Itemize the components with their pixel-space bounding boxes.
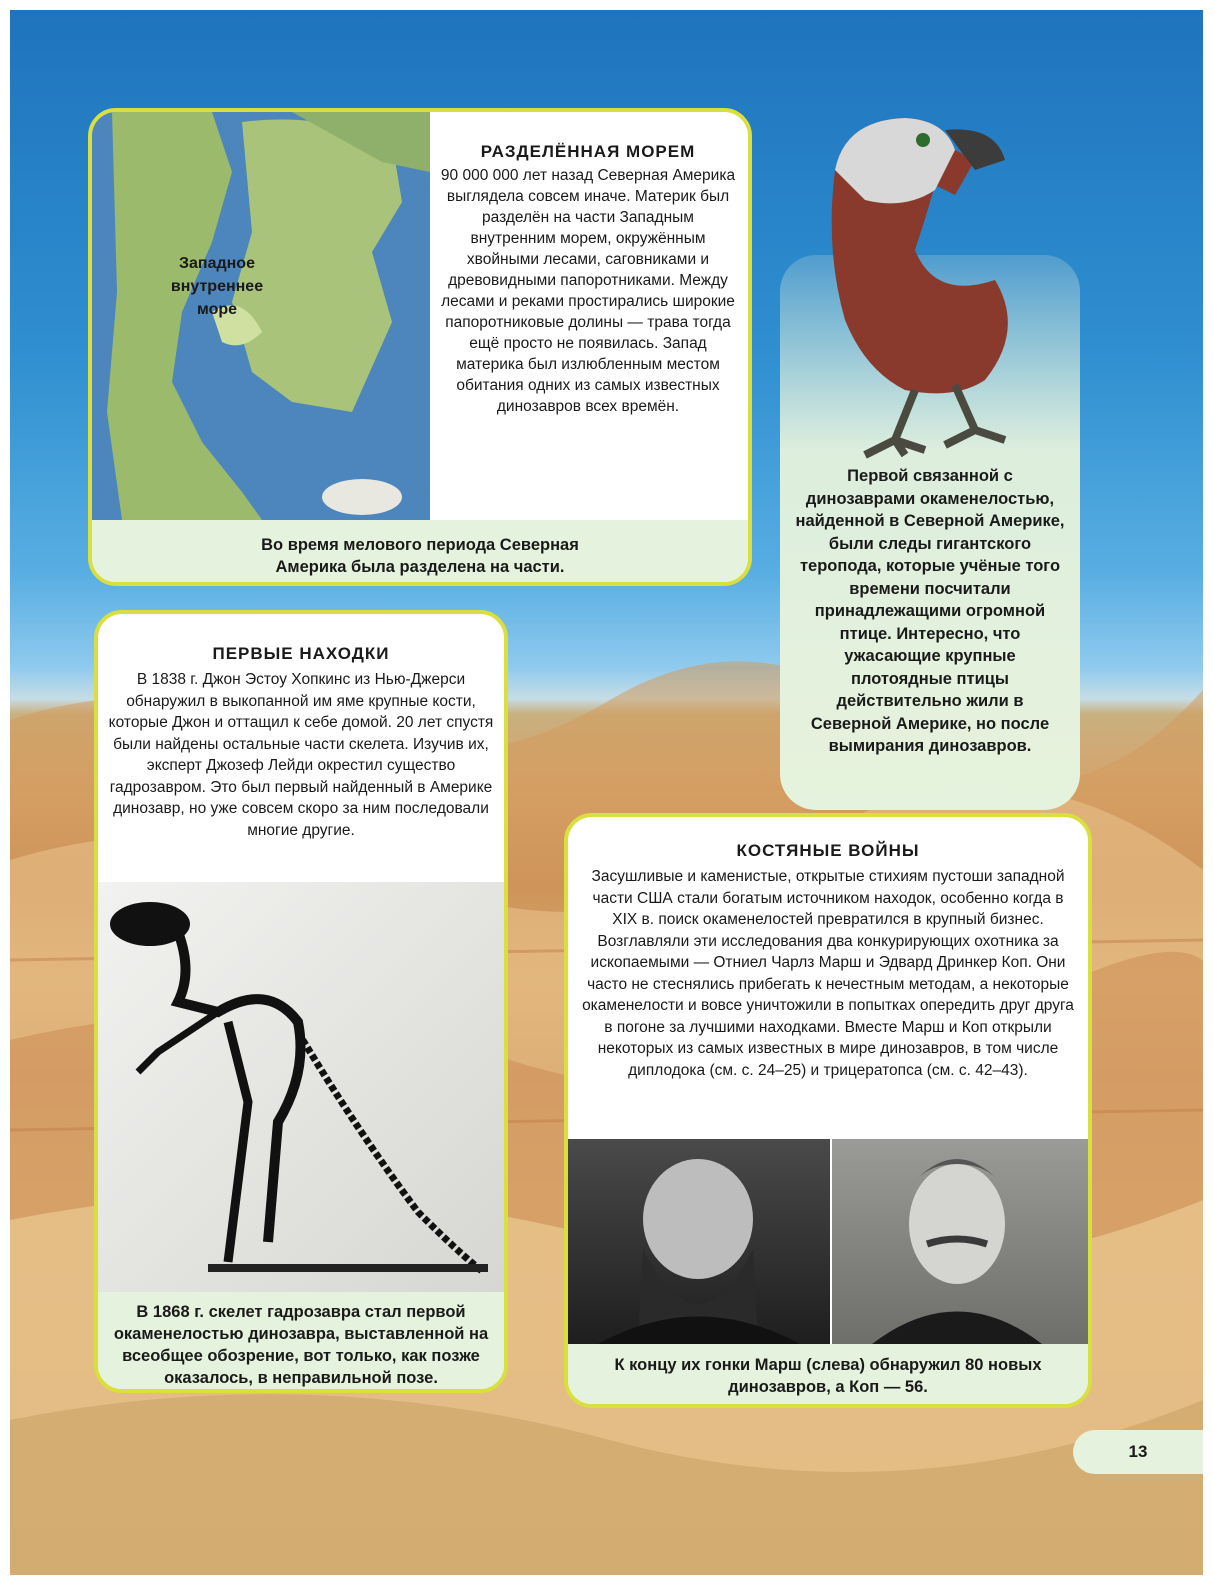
finds-caption: В 1868 г. скелет гадрозавра стал первой окаменелостью динозавра, выставленной на всеобщее обозрение, вот только, как позже оказалось, в неправильной позе. — [98, 1292, 504, 1389]
finds-title: ПЕРВЫЕ НАХОДКИ — [212, 644, 390, 663]
map-label: Западное внутреннее море — [170, 255, 264, 318]
finds-card — [94, 610, 508, 1393]
wars-text-block — [578, 841, 1078, 1081]
marsh-portrait — [568, 1139, 830, 1344]
portrait-marsh — [568, 1139, 830, 1344]
wars-title: КОСТЯНЫЕ ВОЙНЫ — [736, 841, 920, 860]
cretaceous-map — [92, 112, 430, 520]
sea-title: РАЗДЕЛЁННАЯ МОРЕМ — [480, 142, 696, 161]
finds-text-block — [108, 644, 494, 841]
sea-caption: Во время мелового периода Северная Америка была разделена на части. — [92, 520, 748, 582]
portrait-cope — [832, 1139, 1088, 1344]
page-number: 13 — [1073, 1430, 1203, 1474]
cope-portrait — [832, 1139, 1088, 1344]
wars-card — [564, 813, 1092, 1408]
terror-bird-illustration — [805, 100, 1055, 460]
hadrosaur-skeleton — [98, 882, 504, 1292]
bird-caption: Первой связанной с динозаврами окаменелостью, найденной в Северной Америке, были следы гигантского теропода, которые учёные того времени посчитали принадлежащими огромной птице. Интересно, что ужасающие крупные плотоядные птицы действительно жили в Северной Америке, но после вымирания динозавров. — [795, 467, 1065, 755]
hadrosaur-photo — [98, 882, 504, 1292]
sea-text: 90 000 000 лет назад Северная Америка выглядела совсем иначе. Материк был разделён на части Западным внутренним морем, окружённым хвойными лесами, саговниками и древовидными папоротниками. Между лесами и реками простирались широкие папоротниковые долины — трава тогда ещё просто не появилась. Запад материка был излюбленным местом обитания одних из самых известных динозавров всех времён. — [440, 167, 736, 415]
page-background — [10, 10, 1203, 1575]
finds-text: В 1838 г. Джон Эстоу Хопкинс из Нью-Джерси обнаружил в выкопанной им яме крупные кости, которые Джон и оттащил к себе домой. 20 лет спустя были найдены остальные части скелета. Изучив их, эксперт Джозеф Лейди окрестил существо гадрозавром. Это был первый найденный в Америке динозавр, но уже совсем скоро за ним последовали многие другие. — [108, 671, 494, 839]
wars-text: Засушливые и каменистые, открытые стихиям пустоши западной части США стали богатым источником находок, особенно когда в XIX в. поиск окаменелостей превратился в крупный бизнес. Возглавляли эти исследования два конкурирующих охотника за ископаемыми — Отниел Чарлз Марш и Эдвард Дринкер Коп. Они часто не стеснялись прибегать к нечестным методам, а некоторые окаменелости и вовсе уничтожили в попытках опередить друг друга в погоне за лучшими находками. Вместе Марш и Коп открыли некоторых из самых известных в мире динозавров, в том числе диплодока (см. с. 24–25) и трицератопса (см. с. 42–43). — [582, 868, 1074, 1079]
sea-card — [88, 108, 752, 586]
sea-text-block — [440, 142, 736, 417]
wars-caption: К концу их гонки Марш (слева) обнаружил 80 новых динозавров, а Коп — 56. — [568, 1344, 1088, 1404]
